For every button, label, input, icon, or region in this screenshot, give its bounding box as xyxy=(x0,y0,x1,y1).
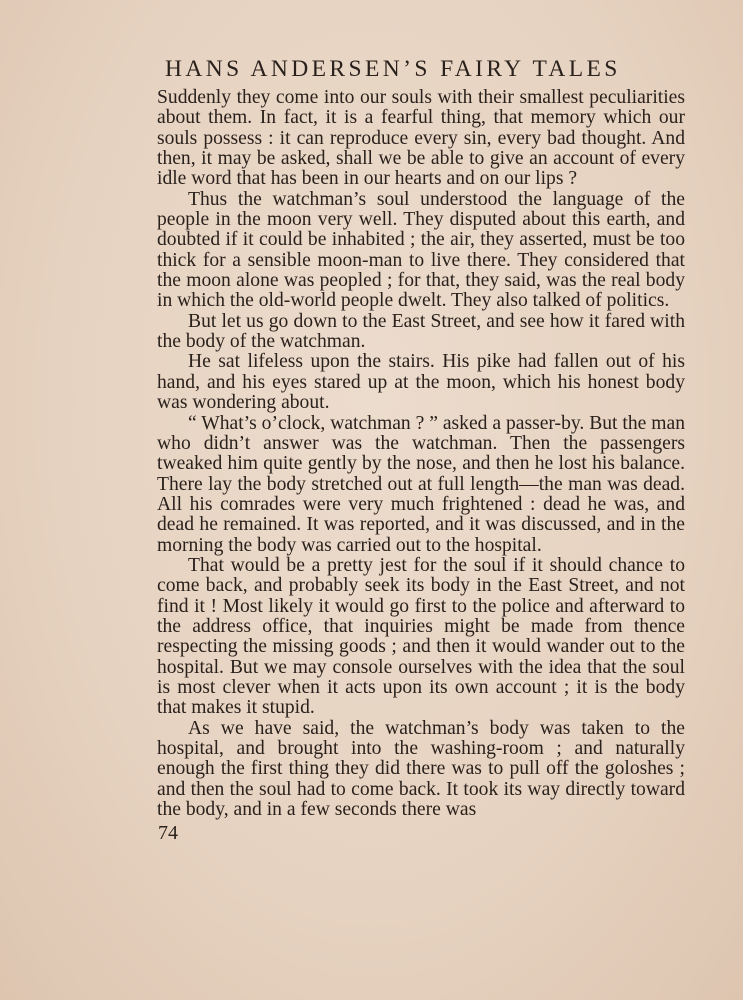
running-head: HANS ANDERSEN’S FAIRY TALES xyxy=(165,56,621,82)
paragraph: But let us go down to the East Street, and see how it fared with the body of the watchman. xyxy=(157,310,685,353)
paragraph: That would be a pretty jest for the soul if it should chance to come back, and probably seek its body in the East Street, and not find it ! Most likely it would go first to the police and afterward to the address office, that inquiries might be made from thence respecting the missing goods ; and then it would wander out to the hospital. But we may console ourselves with the idea that the soul is most clever when it acts upon its own account ; it is the body that makes it stupid. xyxy=(157,554,685,719)
page-number: 74 xyxy=(158,822,178,845)
paragraph: Thus the watchman’s soul understood the language of the people in the moon very well. They disputed about this earth, and doubted if it could be inhabited ; the air, they asserted, must be too thick for a sensible moon-man to live there. They considered that the moon alone was peopled ; for that, they said, was the real body in which the old-world people dwelt. They also talked of politics. xyxy=(157,188,685,312)
body-text xyxy=(157,88,685,820)
paragraph: Suddenly they come into our souls with their smallest peculiarities about them. In fact, it is a fearful thing, that memory which our souls possess : it can reproduce every sin, every bad thought. And then, it may be asked, shall we be able to give an account of every idle word that has been in our hearts and on our lips ? xyxy=(157,87,685,190)
paragraph: “ What’s o’clock, watchman ? ” asked a passer-by. But the man who didn’t answer was the watchman. Then the passengers tweaked him quite gently by the nose, and then he lost his balance. There lay the body stretched out at full length—the man was dead. All his comrades were very much frightened : dead he was, and dead he remained. It was reported, and it was discussed, and in the morning the body was carried out to the hospital. xyxy=(157,412,685,556)
paragraph: He sat lifeless upon the stairs. His pike had fallen out of his hand, and his eyes stared up at the moon, which his honest body was wondering about. xyxy=(157,351,685,414)
paragraph: As we have said, the watchman’s body was taken to the hospital, and brought into the washing-room ; and naturally enough the first thing they did there was to pull off the goloshes ; and then the soul had to come back. It took its way directly toward the body, and in a few seconds there was xyxy=(157,717,685,821)
book-page xyxy=(157,52,685,844)
